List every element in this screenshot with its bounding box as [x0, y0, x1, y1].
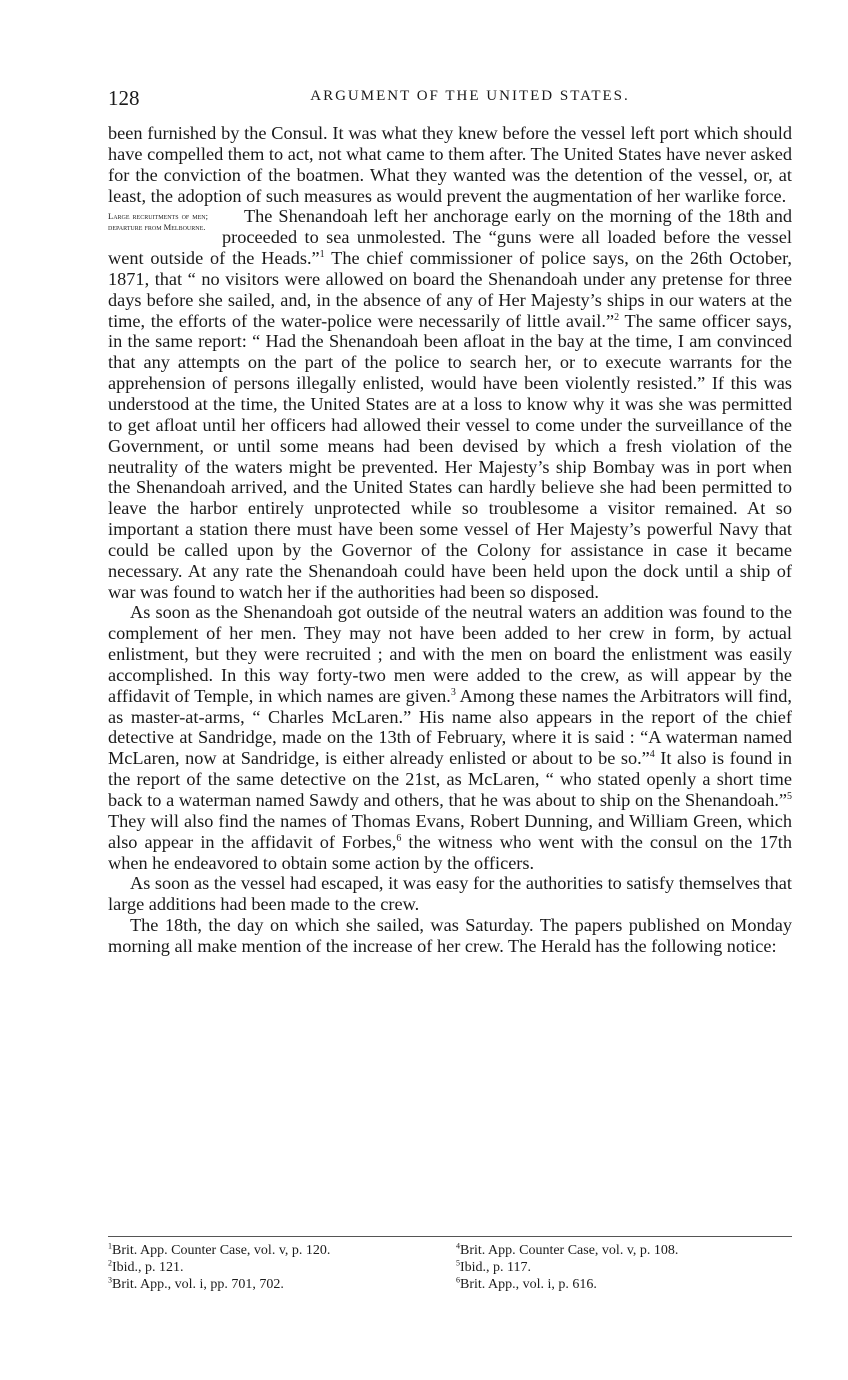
- footnote-ref: 1: [319, 248, 325, 260]
- paragraph-text: They will also find the names of Thomas Evans, Robert Dunning, and William Green, which also appear in the affidavit of Forbes,: [108, 810, 792, 852]
- footnote: [108, 1242, 448, 1259]
- footnote-text: Brit. App., vol. i, p. 616.: [460, 1277, 597, 1292]
- paragraph-text: It also is found in the report of the same detective on the 21st, as McLaren, “ who stated openly a short time back to a waterman named Sawdy and others, that he was about to ship on the Shenandoah.”: [108, 748, 793, 810]
- footnote-text: Ibid., p. 121.: [112, 1260, 184, 1275]
- margin-note: Large recruitments of men; departure from Melbourne.: [108, 211, 208, 233]
- footnote-ref: 4: [649, 749, 655, 761]
- page-header: [108, 86, 792, 110]
- footnote: [108, 1276, 448, 1293]
- footnote: [456, 1259, 796, 1276]
- paragraph-text: been furnished by the Consul. It was what they knew before the vessel left port which should have compelled them to act, not what came to them after. The United States have never asked for the conviction of the boatmen. What they wanted was the detention of the vessel, or, at least, the adoption of such measures as would prevent the augmentation of her warlike force.: [108, 123, 792, 206]
- footnote-ref: 5: [787, 790, 792, 802]
- paragraph-text: The 18th, the day on which she sailed, was Saturday. The papers published on Monday morning all make mention of the increase of her crew. The Herald has the following notice:: [108, 915, 792, 956]
- paragraph-text: The Shenandoah left her anchorage early on the morning of the 18th and proceeded to sea unmolested. The “guns were all loaded before the vessel went outside of the Heads.”: [108, 206, 792, 269]
- footnote-number: 2: [108, 1258, 112, 1268]
- footnote-ref: 2: [614, 311, 620, 323]
- paragraph-text: As soon as the Shenandoah got outside of the neutral waters an addition was found to the complement of her men. They may not have been added to her crew in form, by actual enlistment, but they were recruited ; and with the men on board the enlistment was easily accomplished. In this way forty-two men were added to the crew, as will appear by the affidavit of Temple, in which names are given.: [108, 602, 792, 706]
- footnote-number: 1: [108, 1241, 112, 1251]
- body-text: [108, 123, 792, 957]
- footnote: [108, 1259, 448, 1276]
- footnote: [456, 1242, 796, 1259]
- paragraph: [108, 915, 792, 957]
- paragraph: [108, 602, 792, 873]
- footnote-ref: 3: [450, 686, 456, 698]
- footnote-divider: [108, 1236, 792, 1237]
- paragraph: [108, 206, 792, 602]
- running-head: ARGUMENT OF THE UNITED STATES.: [310, 88, 630, 104]
- paragraph-text: The same officer says, in the same report: “ Had the Shenandoah been afloat in the bay at the time, I am convinced that any attempts on the part of the police to search her, or to execute warrants for the apprehension of persons illegally enlisted, would have been violently resisted.” If this was understood at the time, the United States are at a loss to know why it was she was permitted to get afloat until her officers had allowed their vessel to come under the surveillance of the Government, or until some means had been devised by which a fresh violation of the neutrality of the waters might be prevented. Her Majesty’s ship Bombay was in port when the Shenandoah arrived, and the United States can hardly believe she had been permitted to leave the harbor entirely unprotected while so troublesome a visitor remained. At so important a station there must have been some vessel of Her Majesty’s powerful Navy that could be called upon by the Governor of the Colony for assistance in case it became necessary. At any rate the Shenandoah could have been held upon the dock until a ship of war was found to watch her if the authorities had been so disposed.: [108, 310, 792, 602]
- paragraph-text: The chief commissioner of police says, on the 26th October, 1871, that “ no visitors were allowed on board the Shenandoah under any pretense for three days before she sailed, and, in the absence of any of Her Majesty’s ships in our waters at the time, the efforts of the water-police were necessarily of little avail.”: [108, 248, 792, 331]
- footnote-number: 5: [456, 1258, 460, 1268]
- footnote-ref: 6: [396, 832, 402, 844]
- footnotes-left-column: [108, 1242, 448, 1293]
- footnote-text: Brit. App. Counter Case, vol. v, p. 108.: [460, 1243, 679, 1258]
- paragraph-text: the witness who went with the consul on the 17th when he endeavored to obtain some action by the officers.: [108, 831, 792, 873]
- footnote-text: Brit. App. Counter Case, vol. v, p. 120.: [112, 1243, 331, 1258]
- footnote-text: Ibid., p. 117.: [460, 1260, 532, 1275]
- page-number: 128: [108, 86, 140, 110]
- footnote-number: 3: [108, 1275, 112, 1285]
- footnote-text: Brit. App., vol. i, pp. 701, 702.: [112, 1277, 284, 1292]
- footnotes-right-column: [456, 1242, 796, 1293]
- paragraph-text: Among these names the Arbitrators will find, as master-at-arms, “ Charles McLaren.” His name also appears in the report of the chief detective at Sandridge, made on the 13th of February, where it is said : “A waterman named McLaren, now at Sandridge, is either already enlisted or about to be so.”: [108, 685, 792, 769]
- footnote-number: 4: [456, 1241, 460, 1251]
- paragraph: [108, 123, 792, 206]
- footnote-number: 6: [456, 1275, 460, 1285]
- paragraph-text: As soon as the vessel had escaped, it was easy for the authorities to satisfy themselves that large additions had been made to the crew.: [108, 873, 792, 915]
- paragraph: [108, 873, 792, 915]
- footnote: [456, 1276, 796, 1293]
